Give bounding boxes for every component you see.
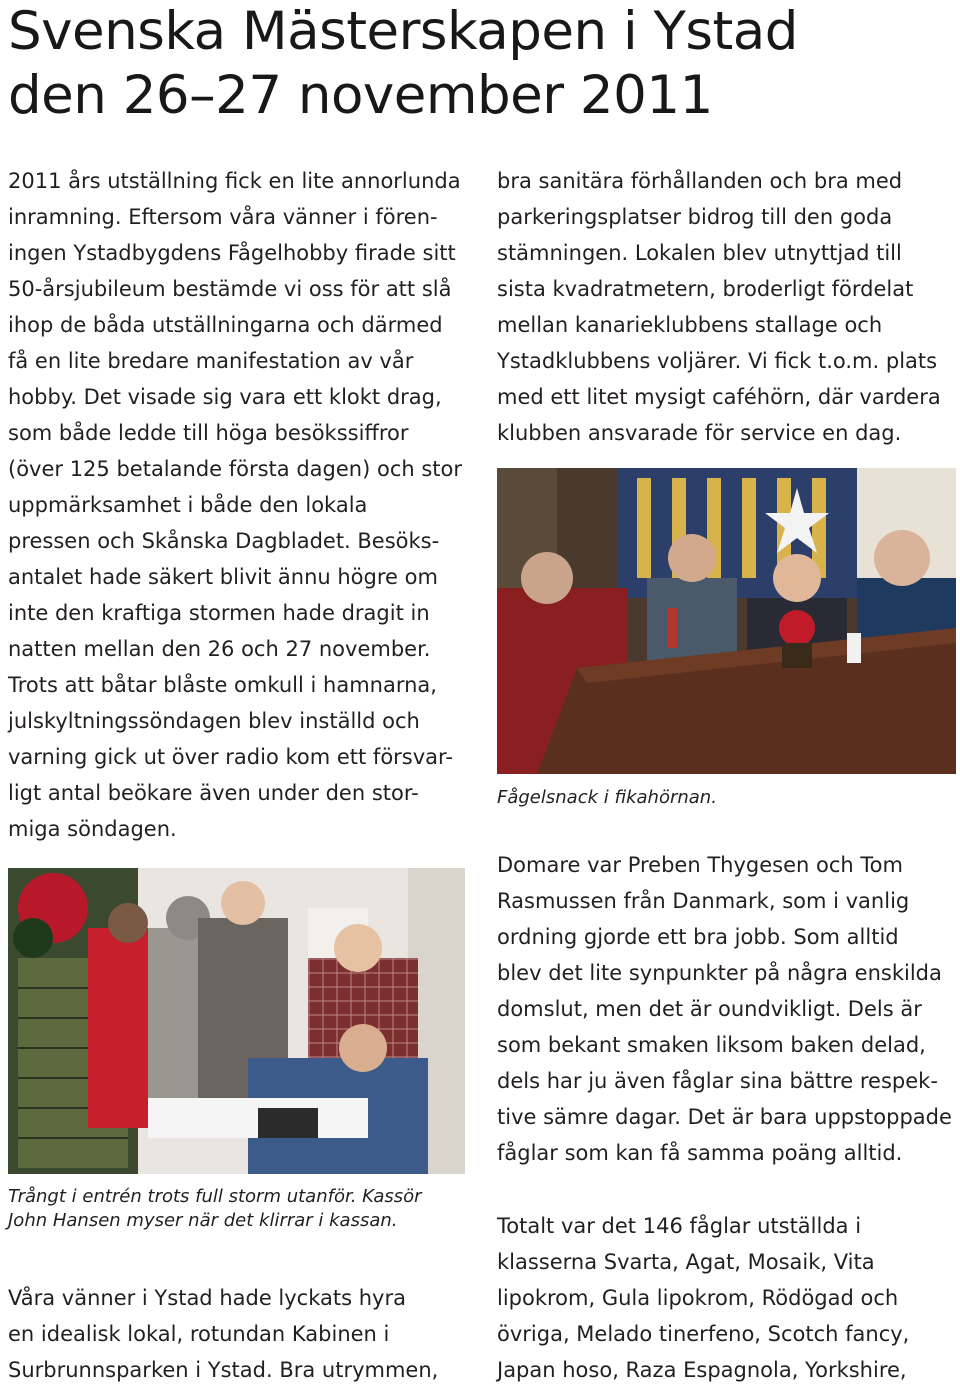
photo-entrance-caption: Trångt i entrén trots full storm utanför. Kassör John Hansen myser när det klirrar i kassan. (8, 1186, 422, 1231)
photo-cafe (497, 468, 956, 774)
body-column-left-bottom (8, 1280, 470, 1388)
article-title: Svenska Mästerskapen i Ystad den 26–27 november 2011 (8, 1, 798, 126)
body-paragraph-classes: Totalt var det 146 fåglar utställda i klasserna Svarta, Agat, Mosaik, Vita lipokrom, Gula lipokrom, Rödögad och övriga, Melado tinerfeno, Scotch fancy, Japan hoso, Raza Espagnola, Yorkshire, (497, 1214, 910, 1382)
body-column-right-mid (497, 847, 957, 1171)
body-paragraph-venue-cont: bra sanitära förhållanden och bra med parkeringsplatser bidrog till den goda stämningen. Lokalen blev utnyttjad till sista kvadratmetern, broderligt fördelat mellan kanarieklubbens stallage och Ystadklubbens voljärer. Vi fick t.o.m. plats med ett litet mysigt caféhörn, där vardera klubben ansvarade för service en dag. (497, 169, 941, 445)
body-column-right-top (497, 163, 957, 451)
photo-cafe-caption: Fågelsnack i fikahörnan. (497, 787, 717, 808)
body-paragraph-venue: Våra vänner i Ystad hade lyckats hyra en idealisk lokal, rotundan Kabinen i Surbrunnsparken i Ystad. Bra utrymmen, (8, 1286, 439, 1382)
body-column-right-bottom (497, 1208, 957, 1388)
body-paragraph-intro: 2011 års utställning fick en lite annorlunda inramning. Eftersom våra vänner i fören- ingen Ystadbygdens Fågelhobby firade sitt 50-årsjubileum bestämde vi oss för att slå ihop de båda utställningarna och därmed få en lite bredare manifestation av vår hobby. Det visade sig vara ett klokt drag, som både ledde till höga besökssiffror (över 125 betalande första dagen) och stor uppmärksamhet i både den lokala pressen och Skånska Dagbladet. Besöks- antalet hade säkert blivit ännu högre om inte den kraftiga stormen hade dragit in natten mellan den 26 och 27 november. Trots att båtar blåste omkull i hamnarna, julskyltningssöndagen blev inställd och varning gick ut över radio kom ett försvar- ligt antal beökare även under den stor- miga söndagen. (8, 169, 463, 841)
body-column-left-top (8, 163, 470, 847)
body-paragraph-judges: Domare var Preben Thygesen och Tom Rasmussen från Danmark, som i vanlig ordning gjorde ett bra jobb. Som alltid blev det lite synpunkter på några enskilda domslut, men det är oundvikligt. Dels är som bekant smaken liksom baken delad, dels har ju även fåglar sina bättre respek- tive sämre dagar. Det är bara uppstoppade fåglar som kan få samma poäng alltid. (497, 853, 952, 1165)
photo-entrance (8, 868, 465, 1174)
